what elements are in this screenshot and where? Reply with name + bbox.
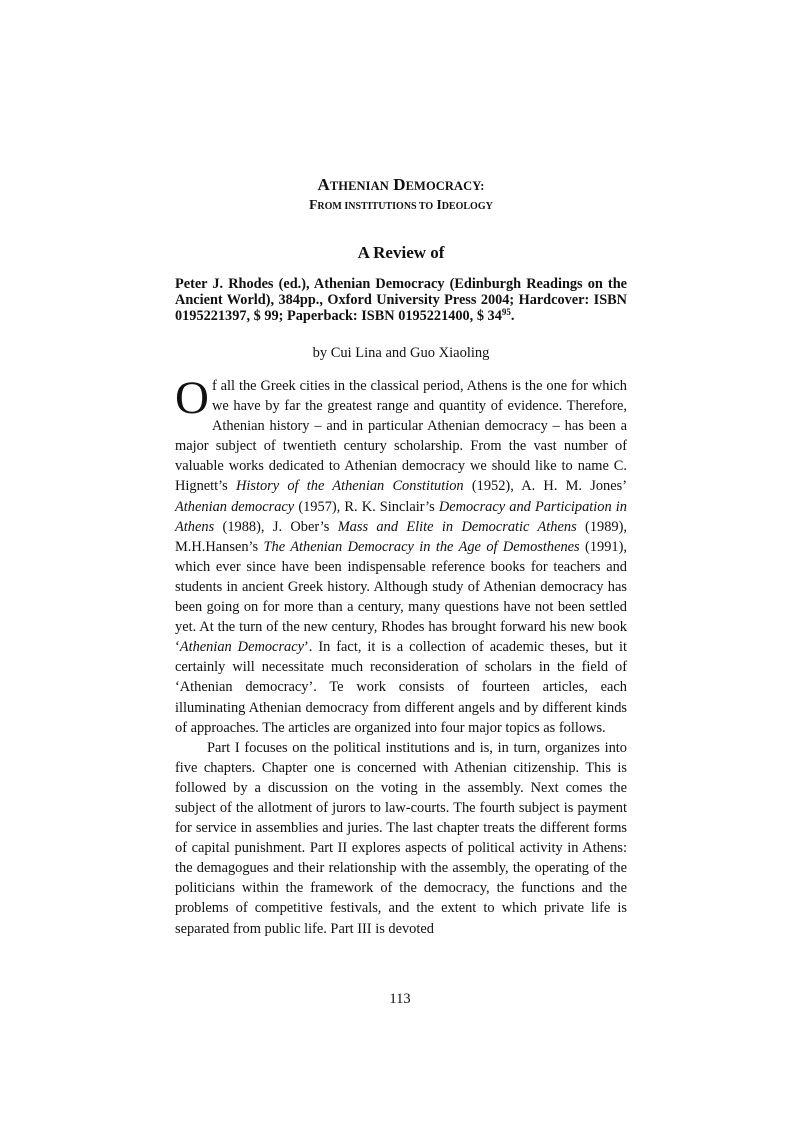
title-word-1-initial: A xyxy=(317,175,330,194)
text-run: (1991), which ever since have been indispensable reference books for teachers and students in ancient Greek history. Although study of Athenian democracy has been going on for more than a century, many questions have not been settled yet. At the turn of the new century, Rhodes has brought forward his new book ‘ xyxy=(175,538,627,656)
text-run: f all the Greek cities in the classical period, Athens is the one for which we have by far the greatest range and quantity of evidence. Therefore, Athenian history – and in particular Athenian democracy – has been a major subject of twentieth century scholarship. From the vast number of valuable works dedicated to Athenian democracy we should like to name C. Hignett’s xyxy=(175,378,627,495)
article-subtitle xyxy=(175,197,627,215)
citation-text: Peter J. Rhodes (ed.), Athenian Democracy (Edinburgh Readings on the Ancient World), 384pp., Oxford University Press 2004; Hardcover: ISBN 0195221397, $ 99; Paperback: ISBN 0195221400, $ 34 xyxy=(175,276,627,324)
drop-cap: O xyxy=(175,372,209,424)
byline: by Cui Lina and Guo Xiaoling xyxy=(312,345,490,361)
book-title-sinclair: Democracy and Participation in Athens xyxy=(175,498,627,535)
review-heading: A Review of xyxy=(357,243,445,262)
subtitle-word-1-initial: F xyxy=(309,197,318,212)
book-title-hansen: The Athenian Democracy in the Age of Demosthenes xyxy=(263,538,580,555)
book-title-ober: Mass and Elite in Democratic Athens xyxy=(337,518,577,535)
text-run: (1952), A. H. M. Jones’ xyxy=(463,478,627,495)
page-content xyxy=(175,174,627,939)
citation-period: . xyxy=(510,308,515,324)
text-run: (1989), M.H.Hansen’s xyxy=(175,518,627,555)
book-title-hignett: History of the Athenian Constitution xyxy=(235,478,464,495)
subtitle-word-2-initial: I xyxy=(436,197,442,212)
article-body xyxy=(175,372,627,939)
price-superscript: 95 xyxy=(501,307,511,317)
text-run: (1957), R. K. Sinclair’s xyxy=(294,498,439,515)
title-word-2-rest: EMOCRACY: xyxy=(405,179,485,193)
text-run: ’. In fact, it is a collection of academic theses, but it certainly will necessitate much reconsideration of scholars in the field of ‘Athenian democracy’. Te work consists of fourteen articles, each illuminating Athenian democracy from different angels and by different kinds of approaches. The articles are organized into four major topics as follows. xyxy=(175,639,627,736)
paragraph-2: Part I focuses on the political institutions and is, in turn, organizes into five chapters. Chapter one is concerned with Athenian citizenship. This is followed by a discussion on the voting in the assembly. Next comes the subject of the allotment of jurors to law-courts. The fourth subject is payment for service in assemblies and juries. The last chapter treats the different forms of capital punishment. Part II explores aspects of political activity in Athens: the demagogues and their relationship with the assembly, the operating of the politicians within the framework of the democracy, the functions and the problems of competitive festivals, and the extent to which private life is separated from public life. Part III is devoted xyxy=(175,739,627,937)
article-title xyxy=(175,174,627,197)
subtitle-word-2-rest: DEOLOGY xyxy=(441,201,493,212)
book-title-jones: Athenian democracy xyxy=(175,498,295,515)
book-citation xyxy=(175,276,627,324)
title-word-1-rest: THENIAN xyxy=(329,179,389,193)
paragraph-1 xyxy=(175,372,627,738)
title-word-2-initial: D xyxy=(393,175,406,194)
page-number: 113 xyxy=(389,991,411,1007)
subtitle-word-1-rest: ROM INSTITUTIONS TO xyxy=(317,201,434,212)
book-title-rhodes: Athenian Democracy xyxy=(179,639,305,656)
text-run: (1988), J. Ober’s xyxy=(214,518,338,535)
